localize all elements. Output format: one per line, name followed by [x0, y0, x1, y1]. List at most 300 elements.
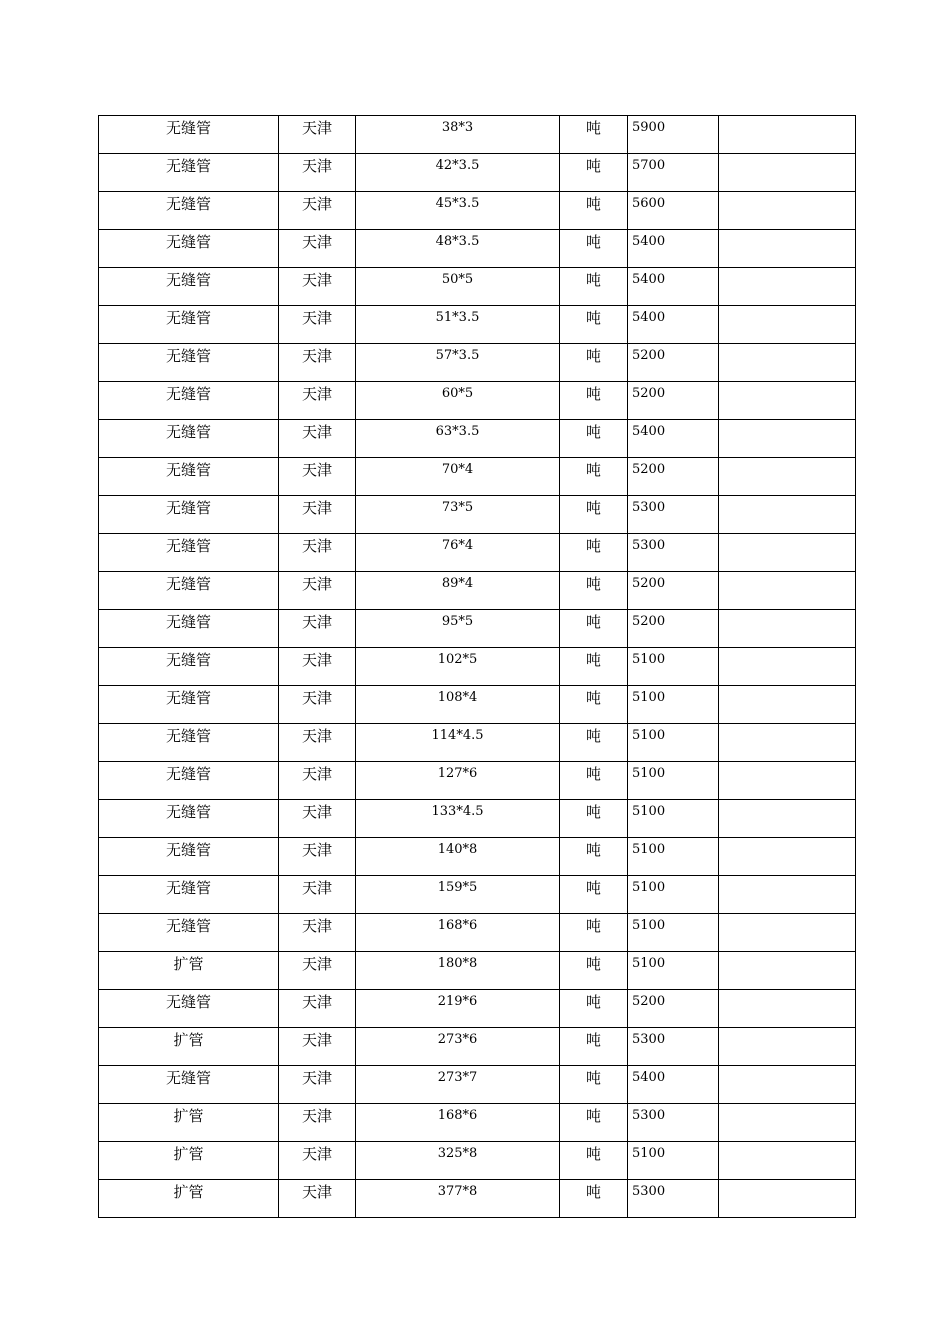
spec-cell-text: 57*3.5: [435, 348, 480, 363]
note-cell-text: [719, 1180, 855, 1185]
product-name-cell-text: 无缝管: [165, 803, 211, 821]
price-cell: [628, 306, 719, 344]
product-name-cell-text: 无缝管: [165, 195, 211, 213]
unit-cell: [560, 496, 628, 534]
note-cell: [719, 382, 856, 420]
unit-cell-text: 吨: [585, 1145, 601, 1163]
product-name-cell-text: 无缝管: [165, 651, 211, 669]
unit-cell-text: 吨: [585, 385, 601, 403]
price-cell-text: 5200: [632, 348, 666, 363]
origin-cell-text: 天津: [301, 537, 332, 555]
table-row: [99, 914, 856, 952]
price-cell: [628, 762, 719, 800]
price-cell-text: 5200: [632, 994, 666, 1009]
note-cell: [719, 952, 856, 990]
product-name-cell: [99, 610, 279, 648]
note-cell-text: [719, 610, 855, 615]
note-cell: [719, 610, 856, 648]
table-row: [99, 382, 856, 420]
product-name-cell: [99, 116, 279, 154]
price-cell: [628, 382, 719, 420]
origin-cell: [279, 1104, 356, 1142]
price-cell-text: 5100: [632, 804, 666, 819]
table-row: [99, 1180, 856, 1218]
note-cell-text: [719, 1142, 855, 1147]
price-cell-text: 5100: [632, 880, 666, 895]
note-cell-text: [719, 306, 855, 311]
spec-cell-text: 76*4: [441, 538, 474, 553]
product-name-cell: [99, 1028, 279, 1066]
price-cell: [628, 990, 719, 1028]
unit-cell-text: 吨: [585, 233, 601, 251]
price-cell-text: 5100: [632, 652, 666, 667]
note-cell: [719, 1066, 856, 1104]
spec-cell-text: 89*4: [441, 576, 474, 591]
origin-cell-text: 天津: [301, 613, 332, 631]
unit-cell-text: 吨: [585, 499, 601, 517]
unit-cell-text: 吨: [585, 157, 601, 175]
origin-cell: [279, 724, 356, 762]
spec-cell-text: 63*3.5: [435, 424, 480, 439]
origin-cell-text: 天津: [301, 499, 332, 517]
spec-cell: [356, 306, 560, 344]
origin-cell: [279, 268, 356, 306]
spec-cell-text: 219*6: [437, 994, 478, 1009]
note-cell: [719, 534, 856, 572]
table-row: [99, 762, 856, 800]
price-cell: [628, 344, 719, 382]
unit-cell-text: 吨: [585, 917, 601, 935]
origin-cell-text: 天津: [301, 271, 332, 289]
note-cell-text: [719, 724, 855, 729]
product-name-cell-text: 无缝管: [165, 309, 211, 327]
origin-cell-text: 天津: [301, 157, 332, 175]
note-cell-text: [719, 534, 855, 539]
spec-cell: [356, 610, 560, 648]
product-name-cell: [99, 1066, 279, 1104]
origin-cell: [279, 1180, 356, 1218]
note-cell-text: [719, 876, 855, 881]
note-cell: [719, 344, 856, 382]
table-row: [99, 724, 856, 762]
unit-cell: [560, 800, 628, 838]
origin-cell-text: 天津: [301, 1145, 332, 1163]
origin-cell: [279, 1142, 356, 1180]
origin-cell: [279, 648, 356, 686]
product-name-cell-text: 无缝管: [165, 1069, 211, 1087]
origin-cell: [279, 192, 356, 230]
origin-cell-text: 天津: [301, 841, 332, 859]
table-row: [99, 116, 856, 154]
spec-cell: [356, 572, 560, 610]
origin-cell: [279, 914, 356, 952]
product-name-cell-text: 扩管: [173, 1107, 204, 1125]
origin-cell: [279, 496, 356, 534]
product-name-cell-text: 无缝管: [165, 727, 211, 745]
unit-cell: [560, 192, 628, 230]
note-cell-text: [719, 952, 855, 957]
spec-cell-text: 51*3.5: [435, 310, 480, 325]
spec-cell: [356, 990, 560, 1028]
origin-cell-text: 天津: [301, 993, 332, 1011]
price-cell-text: 5100: [632, 690, 666, 705]
unit-cell: [560, 420, 628, 458]
product-name-cell: [99, 268, 279, 306]
product-name-cell: [99, 686, 279, 724]
product-name-cell: [99, 192, 279, 230]
spec-cell-text: 48*3.5: [435, 234, 480, 249]
unit-cell: [560, 344, 628, 382]
note-cell: [719, 572, 856, 610]
product-name-cell: [99, 838, 279, 876]
note-cell: [719, 230, 856, 268]
price-cell: [628, 838, 719, 876]
product-name-cell-text: 扩管: [173, 1031, 204, 1049]
product-name-cell-text: 扩管: [173, 955, 204, 973]
product-name-cell: [99, 952, 279, 990]
product-name-cell-text: 无缝管: [165, 689, 211, 707]
origin-cell: [279, 800, 356, 838]
note-cell-text: [719, 344, 855, 349]
price-cell-text: 5600: [632, 196, 666, 211]
origin-cell-text: 天津: [301, 1183, 332, 1201]
origin-cell-text: 天津: [301, 119, 332, 137]
product-name-cell-text: 无缝管: [165, 385, 211, 403]
product-name-cell-text: 无缝管: [165, 879, 211, 897]
price-cell: [628, 458, 719, 496]
table-row: [99, 458, 856, 496]
table-row: [99, 1142, 856, 1180]
spec-cell-text: 42*3.5: [435, 158, 480, 173]
unit-cell: [560, 1142, 628, 1180]
product-name-cell-text: 无缝管: [165, 233, 211, 251]
spec-cell-text: 168*6: [437, 1108, 478, 1123]
unit-cell: [560, 458, 628, 496]
spec-cell-text: 168*6: [437, 918, 478, 933]
price-cell-text: 5300: [632, 500, 666, 515]
price-cell-text: 5300: [632, 1108, 666, 1123]
product-name-cell: [99, 230, 279, 268]
origin-cell-text: 天津: [301, 309, 332, 327]
product-name-cell-text: 无缝管: [165, 993, 211, 1011]
price-cell: [628, 420, 719, 458]
note-cell-text: [719, 192, 855, 197]
spec-cell-text: 102*5: [437, 652, 478, 667]
unit-cell-text: 吨: [585, 613, 601, 631]
spec-cell-text: 273*6: [437, 1032, 478, 1047]
table-row: [99, 496, 856, 534]
spec-cell: [356, 952, 560, 990]
note-cell: [719, 306, 856, 344]
note-cell: [719, 838, 856, 876]
price-cell: [628, 534, 719, 572]
price-cell: [628, 952, 719, 990]
origin-cell-text: 天津: [301, 461, 332, 479]
note-cell-text: [719, 154, 855, 159]
product-name-cell: [99, 306, 279, 344]
unit-cell: [560, 382, 628, 420]
table-row: [99, 154, 856, 192]
origin-cell-text: 天津: [301, 423, 332, 441]
product-name-cell: [99, 1104, 279, 1142]
unit-cell-text: 吨: [585, 423, 601, 441]
price-cell: [628, 724, 719, 762]
price-cell: [628, 1142, 719, 1180]
unit-cell-text: 吨: [585, 1183, 601, 1201]
note-cell-text: [719, 838, 855, 843]
price-cell-text: 5300: [632, 1184, 666, 1199]
unit-cell: [560, 572, 628, 610]
price-cell-text: 5200: [632, 576, 666, 591]
product-name-cell-text: 无缝管: [165, 157, 211, 175]
spec-cell-text: 325*8: [437, 1146, 478, 1161]
price-cell-text: 5400: [632, 310, 666, 325]
unit-cell: [560, 1180, 628, 1218]
price-cell: [628, 230, 719, 268]
note-cell-text: [719, 990, 855, 995]
origin-cell: [279, 762, 356, 800]
table-row: [99, 534, 856, 572]
origin-cell: [279, 306, 356, 344]
note-cell-text: [719, 648, 855, 653]
price-cell-text: 5400: [632, 234, 666, 249]
origin-cell-text: 天津: [301, 1031, 332, 1049]
table-row: [99, 192, 856, 230]
spec-cell-text: 60*5: [441, 386, 474, 401]
spec-cell: [356, 1066, 560, 1104]
table-row: [99, 610, 856, 648]
spec-cell: [356, 382, 560, 420]
spec-cell: [356, 876, 560, 914]
unit-cell-text: 吨: [585, 765, 601, 783]
origin-cell: [279, 1028, 356, 1066]
spec-cell-text: 377*8: [437, 1184, 478, 1199]
price-cell: [628, 876, 719, 914]
unit-cell: [560, 306, 628, 344]
note-cell-text: [719, 458, 855, 463]
spec-cell: [356, 420, 560, 458]
origin-cell: [279, 344, 356, 382]
price-cell: [628, 1104, 719, 1142]
unit-cell: [560, 876, 628, 914]
table-row: [99, 230, 856, 268]
product-name-cell: [99, 420, 279, 458]
note-cell: [719, 268, 856, 306]
origin-cell: [279, 382, 356, 420]
product-name-cell-text: 无缝管: [165, 271, 211, 289]
price-table: [98, 115, 856, 1218]
spec-cell: [356, 496, 560, 534]
product-name-cell: [99, 496, 279, 534]
spec-cell: [356, 1104, 560, 1142]
origin-cell: [279, 838, 356, 876]
price-cell-text: 5100: [632, 956, 666, 971]
origin-cell-text: 天津: [301, 575, 332, 593]
unit-cell: [560, 952, 628, 990]
spec-cell-text: 159*5: [437, 880, 478, 895]
price-cell: [628, 154, 719, 192]
product-name-cell: [99, 914, 279, 952]
unit-cell-text: 吨: [585, 537, 601, 555]
price-cell-text: 5100: [632, 1146, 666, 1161]
unit-cell-text: 吨: [585, 347, 601, 365]
spec-cell-text: 73*5: [441, 500, 474, 515]
product-name-cell: [99, 382, 279, 420]
price-cell-text: 5400: [632, 424, 666, 439]
table-row: [99, 306, 856, 344]
note-cell-text: [719, 1066, 855, 1071]
spec-cell: [356, 458, 560, 496]
table-row: [99, 990, 856, 1028]
table-row: [99, 344, 856, 382]
spec-cell: [356, 192, 560, 230]
origin-cell: [279, 610, 356, 648]
note-cell: [719, 420, 856, 458]
unit-cell: [560, 1028, 628, 1066]
unit-cell-text: 吨: [585, 119, 601, 137]
unit-cell: [560, 914, 628, 952]
note-cell: [719, 1142, 856, 1180]
unit-cell: [560, 1104, 628, 1142]
unit-cell-text: 吨: [585, 689, 601, 707]
spec-cell-text: 50*5: [441, 272, 474, 287]
table-row: [99, 420, 856, 458]
unit-cell: [560, 648, 628, 686]
note-cell-text: [719, 230, 855, 235]
spec-cell: [356, 762, 560, 800]
spec-cell: [356, 1180, 560, 1218]
origin-cell-text: 天津: [301, 1107, 332, 1125]
product-name-cell: [99, 876, 279, 914]
note-cell: [719, 724, 856, 762]
unit-cell-text: 吨: [585, 993, 601, 1011]
origin-cell: [279, 990, 356, 1028]
unit-cell: [560, 838, 628, 876]
product-name-cell: [99, 534, 279, 572]
note-cell: [719, 762, 856, 800]
origin-cell-text: 天津: [301, 347, 332, 365]
spec-cell: [356, 724, 560, 762]
note-cell: [719, 800, 856, 838]
table-row: [99, 952, 856, 990]
unit-cell: [560, 1066, 628, 1104]
note-cell: [719, 192, 856, 230]
price-cell: [628, 1180, 719, 1218]
origin-cell: [279, 154, 356, 192]
origin-cell: [279, 876, 356, 914]
note-cell-text: [719, 800, 855, 805]
spec-cell: [356, 344, 560, 382]
table-row: [99, 1104, 856, 1142]
note-cell-text: [719, 762, 855, 767]
spec-cell-text: 38*3: [441, 120, 474, 135]
unit-cell: [560, 610, 628, 648]
product-name-cell: [99, 154, 279, 192]
product-name-cell-text: 无缝管: [165, 347, 211, 365]
origin-cell: [279, 420, 356, 458]
unit-cell: [560, 268, 628, 306]
origin-cell: [279, 572, 356, 610]
table-row: [99, 268, 856, 306]
note-cell-text: [719, 686, 855, 691]
unit-cell-text: 吨: [585, 461, 601, 479]
spec-cell-text: 45*3.5: [435, 196, 480, 211]
price-cell-text: 5400: [632, 272, 666, 287]
spec-cell: [356, 268, 560, 306]
product-name-cell-text: 无缝管: [165, 575, 211, 593]
product-name-cell: [99, 762, 279, 800]
spec-cell: [356, 230, 560, 268]
unit-cell-text: 吨: [585, 1069, 601, 1087]
table-row: [99, 800, 856, 838]
origin-cell: [279, 458, 356, 496]
unit-cell: [560, 724, 628, 762]
product-name-cell-text: 扩管: [173, 1145, 204, 1163]
price-cell-text: 5300: [632, 538, 666, 553]
origin-cell-text: 天津: [301, 651, 332, 669]
spec-cell: [356, 116, 560, 154]
note-cell-text: [719, 572, 855, 577]
product-name-cell: [99, 344, 279, 382]
price-cell-text: 5200: [632, 386, 666, 401]
note-cell: [719, 876, 856, 914]
note-cell: [719, 154, 856, 192]
product-name-cell-text: 无缝管: [165, 499, 211, 517]
unit-cell-text: 吨: [585, 309, 601, 327]
note-cell: [719, 648, 856, 686]
price-cell-text: 5100: [632, 766, 666, 781]
spec-cell-text: 180*8: [437, 956, 478, 971]
note-cell-text: [719, 268, 855, 273]
price-cell-text: 5300: [632, 1032, 666, 1047]
origin-cell: [279, 1066, 356, 1104]
price-cell-text: 5200: [632, 462, 666, 477]
unit-cell: [560, 762, 628, 800]
unit-cell-text: 吨: [585, 955, 601, 973]
spec-cell: [356, 838, 560, 876]
origin-cell-text: 天津: [301, 955, 332, 973]
table-row: [99, 1028, 856, 1066]
spec-cell: [356, 914, 560, 952]
note-cell-text: [719, 1104, 855, 1109]
price-cell: [628, 610, 719, 648]
spec-cell-text: 273*7: [437, 1070, 478, 1085]
unit-cell-text: 吨: [585, 803, 601, 821]
price-cell-text: 5200: [632, 614, 666, 629]
unit-cell: [560, 154, 628, 192]
note-cell: [719, 458, 856, 496]
price-cell-text: 5100: [632, 918, 666, 933]
price-cell: [628, 572, 719, 610]
note-cell: [719, 990, 856, 1028]
price-cell: [628, 268, 719, 306]
price-cell: [628, 496, 719, 534]
spec-cell-text: 140*8: [437, 842, 478, 857]
unit-cell-text: 吨: [585, 651, 601, 669]
origin-cell-text: 天津: [301, 233, 332, 251]
product-name-cell-text: 无缝管: [165, 765, 211, 783]
note-cell-text: [719, 914, 855, 919]
product-name-cell-text: 无缝管: [165, 841, 211, 859]
spec-cell: [356, 534, 560, 572]
note-cell-text: [719, 116, 855, 121]
note-cell: [719, 1104, 856, 1142]
table-row: [99, 1066, 856, 1104]
product-name-cell-text: 扩管: [173, 1183, 204, 1201]
spec-cell: [356, 648, 560, 686]
product-name-cell: [99, 1142, 279, 1180]
origin-cell-text: 天津: [301, 689, 332, 707]
